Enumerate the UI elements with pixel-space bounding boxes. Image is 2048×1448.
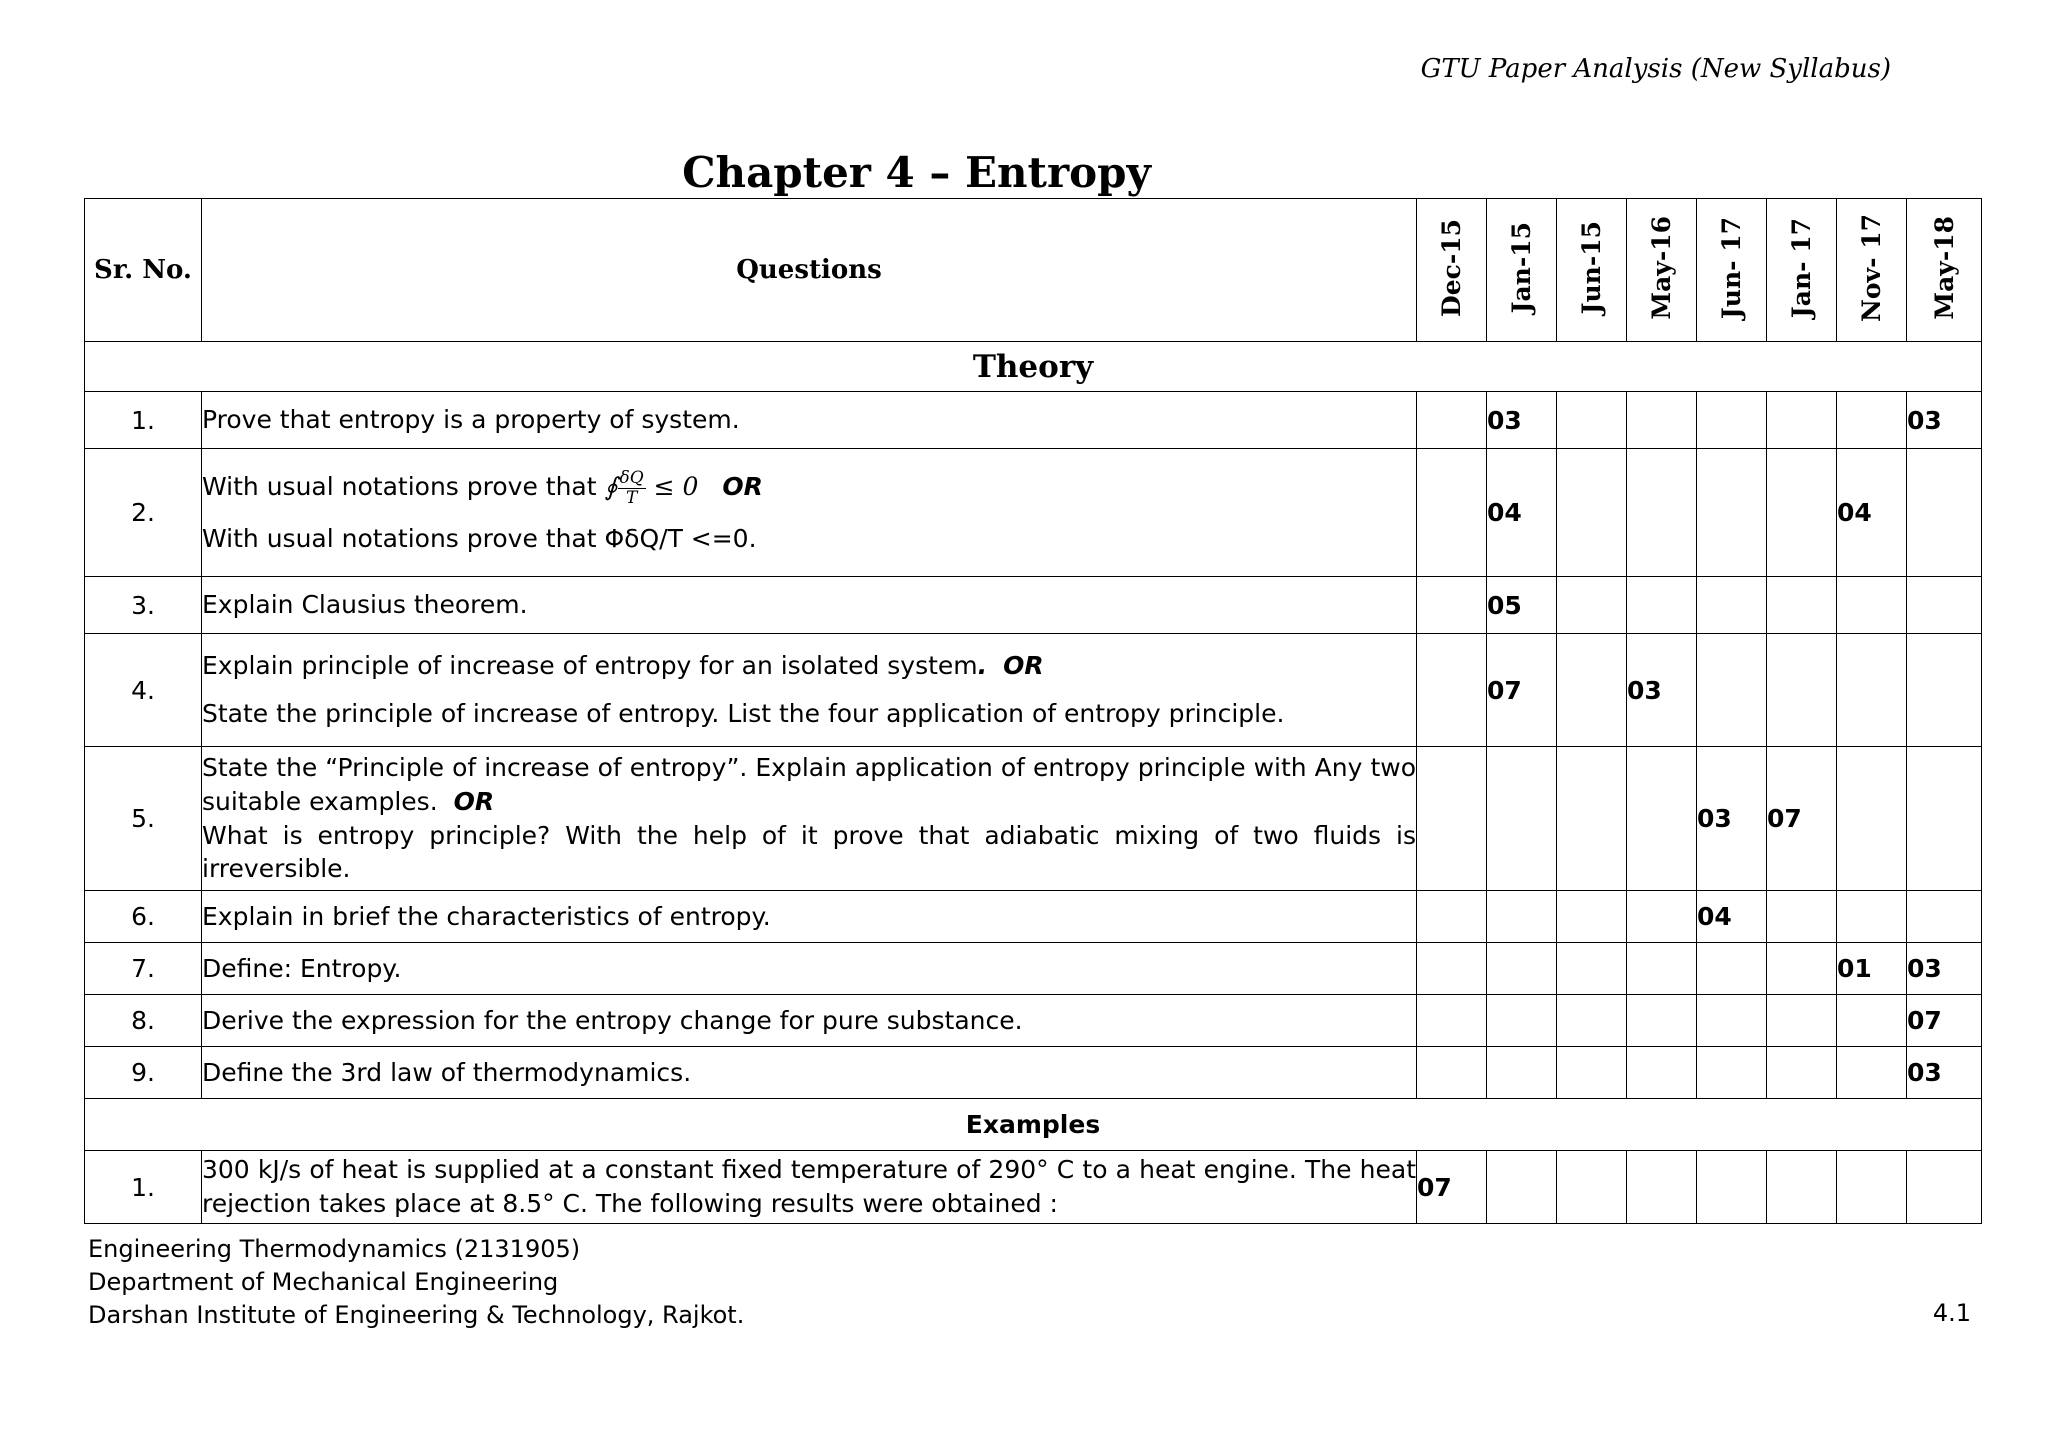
marks-cell bbox=[1487, 1151, 1557, 1224]
marks-cell bbox=[1627, 1047, 1697, 1099]
marks-cell bbox=[1697, 943, 1767, 995]
marks-cell bbox=[1487, 891, 1557, 943]
header-questions: Questions bbox=[202, 199, 1417, 342]
marks-cell bbox=[1837, 392, 1907, 449]
marks-cell bbox=[1767, 891, 1837, 943]
header-date bbox=[1767, 199, 1837, 342]
marks-cell bbox=[1487, 747, 1557, 891]
marks-cell bbox=[1557, 1151, 1627, 1224]
marks-cell: 04 bbox=[1837, 449, 1907, 577]
marks-cell: 03 bbox=[1907, 1047, 1982, 1099]
section-row-examples bbox=[85, 1099, 1982, 1151]
marks-cell bbox=[1417, 392, 1487, 449]
table-row bbox=[85, 995, 1982, 1047]
header-date bbox=[1697, 199, 1767, 342]
table-row bbox=[85, 634, 1982, 747]
header-date-label: May-18 bbox=[1929, 216, 1959, 320]
marks-cell: 01 bbox=[1837, 943, 1907, 995]
header-date bbox=[1907, 199, 1982, 342]
questions-table bbox=[84, 198, 1982, 1224]
marks-cell bbox=[1697, 1047, 1767, 1099]
marks-cell bbox=[1417, 577, 1487, 634]
question-part-b: With usual notations prove that ΦδQ/T <=0. bbox=[202, 523, 757, 553]
marks-cell bbox=[1907, 1151, 1982, 1224]
marks-cell: 04 bbox=[1697, 891, 1767, 943]
marks-cell bbox=[1557, 1047, 1627, 1099]
row-sr-no: 9. bbox=[85, 1047, 202, 1099]
marks-cell bbox=[1767, 449, 1837, 577]
marks-cell bbox=[1627, 995, 1697, 1047]
marks-cell bbox=[1487, 943, 1557, 995]
marks-cell bbox=[1417, 891, 1487, 943]
question-text: Define: Entropy. bbox=[202, 943, 1417, 995]
table-row bbox=[85, 891, 1982, 943]
question-part-a bbox=[202, 469, 1416, 507]
question-part-a: State the “Principle of increase of entropy”. Explain application of entropy principle with Any two suitable examples. bbox=[202, 753, 1416, 816]
header-date bbox=[1627, 199, 1697, 342]
row-sr-no: 6. bbox=[85, 891, 202, 943]
marks-cell: 03 bbox=[1907, 392, 1982, 449]
table-row bbox=[85, 577, 1982, 634]
marks-cell bbox=[1767, 577, 1837, 634]
inequality: ≤ 0 bbox=[653, 472, 699, 502]
marks-cell bbox=[1767, 943, 1837, 995]
table-row bbox=[85, 1047, 1982, 1099]
footer-course: Engineering Thermodynamics (2131905) bbox=[88, 1235, 581, 1263]
marks-cell: 03 bbox=[1907, 943, 1982, 995]
row-sr-no: 1. bbox=[85, 392, 202, 449]
page-number: 4.1 bbox=[1932, 1299, 1971, 1327]
marks-cell bbox=[1557, 392, 1627, 449]
marks-cell bbox=[1627, 449, 1697, 577]
section-examples-label: Examples bbox=[85, 1099, 1982, 1151]
or-label: OR bbox=[1003, 651, 1044, 681]
section-row-theory bbox=[85, 342, 1982, 392]
marks-cell bbox=[1697, 634, 1767, 747]
chapter-title: Chapter 4 – Entropy bbox=[682, 148, 1151, 197]
question-text bbox=[202, 449, 1417, 577]
marks-cell: 07 bbox=[1907, 995, 1982, 1047]
contour-integral-symbol: ∮ bbox=[604, 472, 618, 502]
marks-cell: 03 bbox=[1697, 747, 1767, 891]
row-sr-no: 3. bbox=[85, 577, 202, 634]
question-text: 300 kJ/s of heat is supplied at a constant fixed temperature of 290° C to a heat engine. The heat rejection takes place at 8.5° C. The following results were obtained : bbox=[202, 1151, 1417, 1224]
page-footer bbox=[88, 1233, 744, 1332]
marks-cell bbox=[1697, 1151, 1767, 1224]
header-date-label: Nov- 17 bbox=[1857, 214, 1886, 322]
marks-cell bbox=[1557, 943, 1627, 995]
question-text: Explain in brief the characteristics of entropy. bbox=[202, 891, 1417, 943]
table-row bbox=[85, 392, 1982, 449]
marks-cell bbox=[1767, 634, 1837, 747]
marks-cell bbox=[1767, 392, 1837, 449]
marks-cell bbox=[1627, 943, 1697, 995]
header-date-label: May-16 bbox=[1647, 216, 1676, 320]
marks-cell bbox=[1627, 891, 1697, 943]
fraction-denominator: T bbox=[625, 488, 638, 509]
question-text bbox=[202, 634, 1417, 747]
marks-cell: 07 bbox=[1767, 747, 1837, 891]
marks-cell bbox=[1907, 747, 1982, 891]
marks-cell bbox=[1907, 634, 1982, 747]
marks-cell bbox=[1417, 747, 1487, 891]
or-label: OR bbox=[722, 472, 763, 502]
running-header: GTU Paper Analysis (New Syllabus) bbox=[1420, 54, 1891, 84]
marks-cell bbox=[1837, 891, 1907, 943]
marks-cell bbox=[1767, 1151, 1837, 1224]
question-part-b: State the principle of increase of entropy. List the four application of entropy principle. bbox=[202, 699, 1285, 728]
marks-cell bbox=[1417, 634, 1487, 747]
row-sr-no: 1. bbox=[85, 1151, 202, 1224]
question-text: Define the 3rd law of thermodynamics. bbox=[202, 1047, 1417, 1099]
marks-cell: 03 bbox=[1487, 392, 1557, 449]
marks-cell bbox=[1837, 634, 1907, 747]
question-part-b: What is entropy principle? With the help of it prove that adiabatic mixing of two fluids is irreversible. bbox=[202, 820, 1416, 884]
marks-cell bbox=[1627, 747, 1697, 891]
marks-cell bbox=[1697, 449, 1767, 577]
header-date bbox=[1487, 199, 1557, 342]
row-sr-no: 8. bbox=[85, 995, 202, 1047]
marks-cell bbox=[1767, 1047, 1837, 1099]
marks-cell bbox=[1557, 449, 1627, 577]
question-text: Prove that entropy is a property of system. bbox=[202, 392, 1417, 449]
marks-cell: 05 bbox=[1487, 577, 1557, 634]
marks-cell bbox=[1627, 1151, 1697, 1224]
question-prefix: With usual notations prove that bbox=[202, 472, 597, 502]
row-sr-no: 2. bbox=[85, 449, 202, 577]
header-date-label: Jan-15 bbox=[1507, 222, 1536, 314]
marks-cell bbox=[1627, 392, 1697, 449]
fraction bbox=[618, 469, 646, 507]
marks-cell bbox=[1417, 449, 1487, 577]
marks-cell bbox=[1837, 577, 1907, 634]
or-label: OR bbox=[453, 786, 495, 816]
marks-cell bbox=[1487, 995, 1557, 1047]
marks-cell bbox=[1907, 577, 1982, 634]
table-row bbox=[85, 1151, 1982, 1224]
row-sr-no: 5. bbox=[85, 747, 202, 891]
fraction-numerator: δQ bbox=[619, 468, 644, 489]
marks-cell bbox=[1557, 891, 1627, 943]
footer-department: Department of Mechanical Engineering bbox=[88, 1268, 559, 1296]
footer-institute: Darshan Institute of Engineering & Technology, Rajkot. bbox=[88, 1301, 745, 1329]
marks-cell bbox=[1487, 1047, 1557, 1099]
header-date bbox=[1417, 199, 1487, 342]
marks-cell: 04 bbox=[1487, 449, 1557, 577]
marks-cell bbox=[1907, 449, 1982, 577]
marks-cell: 03 bbox=[1627, 634, 1697, 747]
question-text: Explain Clausius theorem. bbox=[202, 577, 1417, 634]
marks-cell: 07 bbox=[1487, 634, 1557, 747]
marks-cell bbox=[1417, 1047, 1487, 1099]
marks-cell bbox=[1557, 995, 1627, 1047]
header-date-label: Jan- 17 bbox=[1787, 217, 1816, 319]
marks-cell bbox=[1907, 891, 1982, 943]
marks-cell bbox=[1417, 943, 1487, 995]
row-sr-no: 7. bbox=[85, 943, 202, 995]
header-date bbox=[1837, 199, 1907, 342]
header-date-label: Dec-15 bbox=[1437, 219, 1466, 317]
marks-cell bbox=[1697, 577, 1767, 634]
table-row bbox=[85, 943, 1982, 995]
marks-cell bbox=[1557, 747, 1627, 891]
marks-cell bbox=[1837, 1151, 1907, 1224]
marks-cell: 07 bbox=[1417, 1151, 1487, 1224]
table-row bbox=[85, 747, 1982, 891]
marks-cell bbox=[1837, 995, 1907, 1047]
marks-cell bbox=[1837, 1047, 1907, 1099]
marks-cell bbox=[1557, 577, 1627, 634]
marks-cell bbox=[1837, 747, 1907, 891]
section-theory-label: Theory bbox=[85, 342, 1982, 392]
header-date-label: Jun- 17 bbox=[1717, 216, 1746, 320]
question-part-a-text: Explain principle of increase of entropy for an isolated system bbox=[202, 651, 978, 681]
marks-cell bbox=[1767, 995, 1837, 1047]
marks-cell bbox=[1697, 995, 1767, 1047]
header-date bbox=[1557, 199, 1627, 342]
marks-cell bbox=[1417, 995, 1487, 1047]
table-row bbox=[85, 449, 1982, 577]
marks-cell bbox=[1627, 577, 1697, 634]
header-row bbox=[85, 199, 1982, 342]
question-part-a bbox=[202, 649, 1416, 683]
sentence-dot: . bbox=[977, 651, 988, 681]
header-date-label: Jun-15 bbox=[1577, 221, 1606, 315]
question-text bbox=[202, 747, 1417, 891]
header-sr-no: Sr. No. bbox=[85, 199, 202, 342]
marks-cell bbox=[1697, 392, 1767, 449]
question-text: Derive the expression for the entropy change for pure substance. bbox=[202, 995, 1417, 1047]
row-sr-no: 4. bbox=[85, 634, 202, 747]
marks-cell bbox=[1557, 634, 1627, 747]
